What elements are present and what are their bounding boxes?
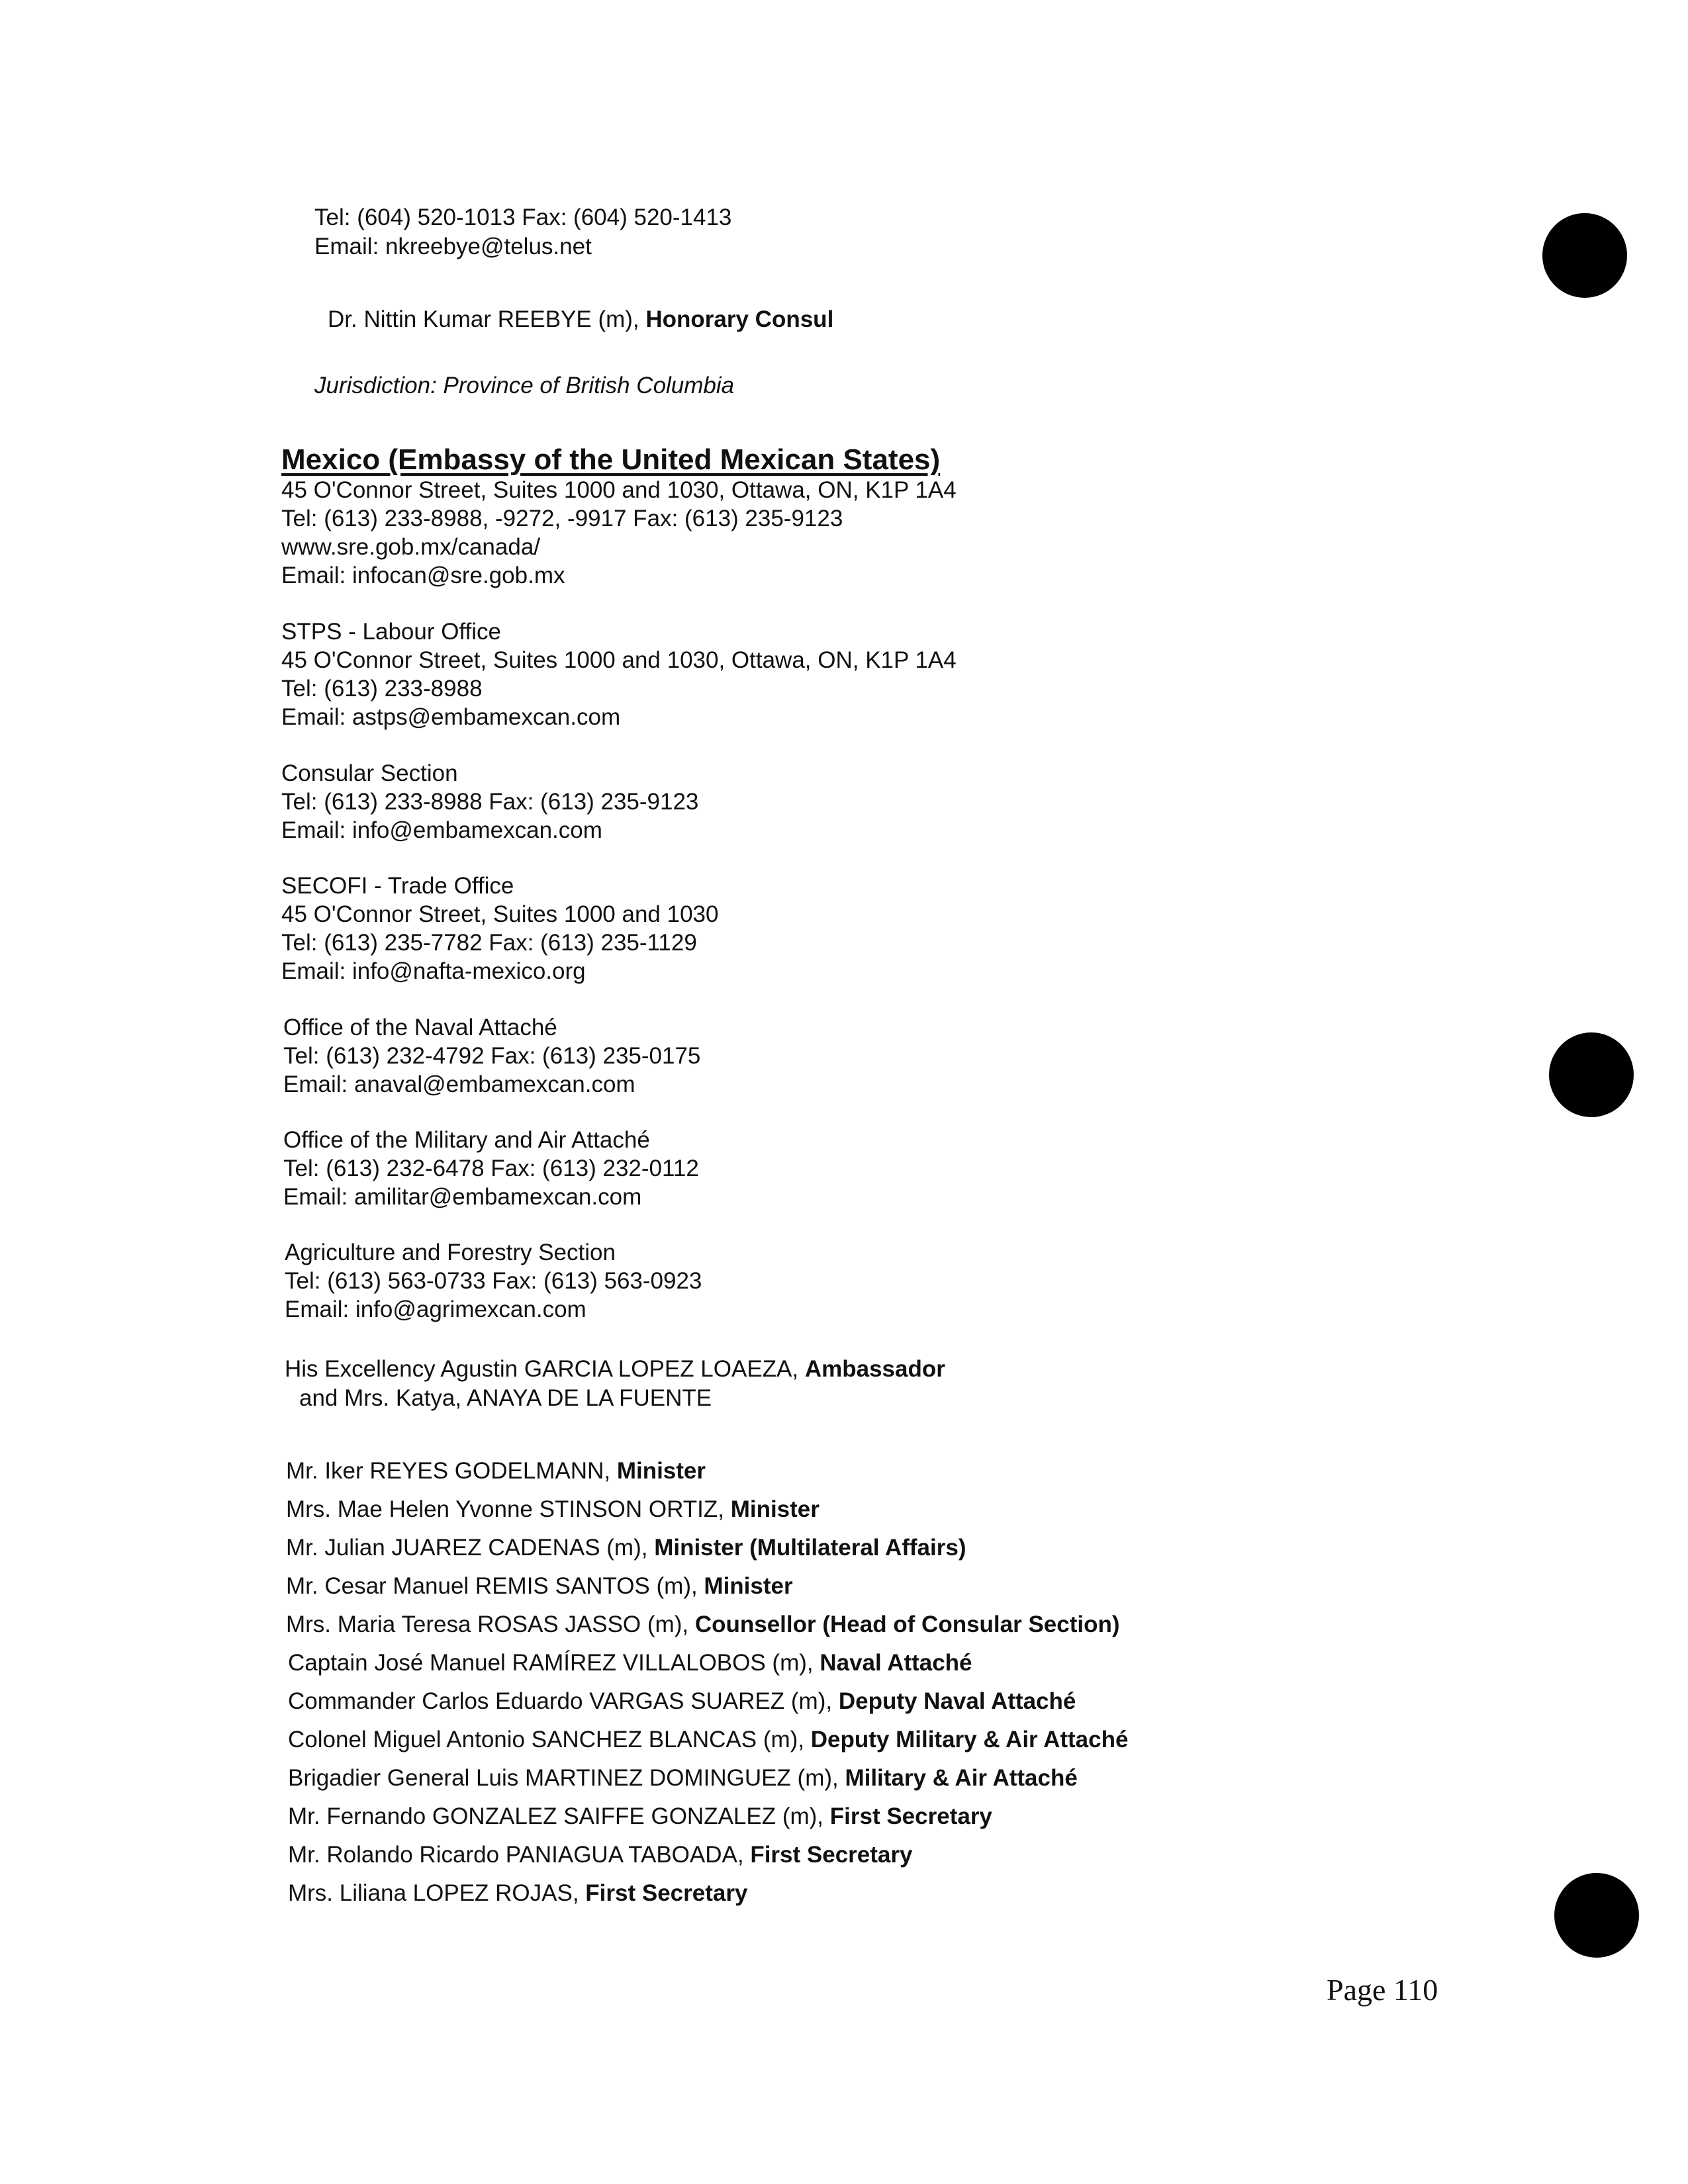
ambassador-spouse: and Mrs. Katya, ANAYA DE LA FUENTE xyxy=(299,1385,712,1411)
office-line: SECOFI - Trade Office xyxy=(281,873,514,899)
staff-row xyxy=(286,1611,1120,1639)
staff-title: First Secretary xyxy=(750,1842,913,1868)
staff-name: Mrs. Maria Teresa ROSAS JASSO (m), xyxy=(286,1612,695,1637)
staff-name: Mr. Fernando GONZALEZ SAIFFE GONZALEZ (m), xyxy=(288,1803,830,1829)
section-heading-mexico: Mexico (Embassy of the United Mexican States) xyxy=(281,443,941,476)
staff-row xyxy=(288,1726,1128,1754)
staff-row xyxy=(288,1688,1076,1715)
office-line: Email: anaval@embamexcan.com xyxy=(283,1071,635,1097)
consul-name: Dr. Nittin Kumar REEBYE (m), xyxy=(328,306,646,332)
staff-name: Captain José Manuel RAMÍREZ VILLALOBOS (m), xyxy=(288,1650,820,1676)
staff-row xyxy=(288,1841,912,1869)
staff-row xyxy=(288,1764,1078,1792)
staff-name: Mr. Rolando Ricardo PANIAGUA TABOADA, xyxy=(288,1842,751,1868)
staff-name: Mr. Iker REYES GODELMANN, xyxy=(286,1458,617,1484)
staff-title: Naval Attaché xyxy=(820,1650,972,1676)
office-line: Tel: (613) 233-8988 xyxy=(281,676,483,702)
punch-hole-bottom xyxy=(1554,1873,1639,1958)
staff-row xyxy=(288,1880,747,1907)
staff-row xyxy=(286,1534,966,1562)
embassy-website: www.sre.gob.mx/canada/ xyxy=(281,534,541,560)
office-line: Office of the Military and Air Attaché xyxy=(283,1127,650,1153)
staff-name: Colonel Miguel Antonio SANCHEZ BLANCAS (m), xyxy=(288,1727,811,1752)
staff-row xyxy=(286,1457,706,1485)
consulate-email: Email: nkreebye@telus.net xyxy=(314,234,592,259)
staff-row xyxy=(288,1803,992,1831)
staff-title: Minister xyxy=(704,1573,793,1599)
consulate-tel: Tel: (604) 520-1013 Fax: (604) 520-1413 xyxy=(314,205,732,230)
staff-name: Mr. Cesar Manuel REMIS SANTOS (m), xyxy=(286,1573,704,1599)
embassy-address: 45 O'Connor Street, Suites 1000 and 1030, Ottawa, ON, K1P 1A4 xyxy=(281,477,957,503)
page-number: Page 110 xyxy=(1327,1973,1438,2007)
punch-hole-middle xyxy=(1549,1032,1634,1117)
staff-title: Deputy Military & Air Attaché xyxy=(810,1727,1129,1752)
office-line: Email: info@embamexcan.com xyxy=(281,817,602,843)
punch-hole-top xyxy=(1542,213,1627,298)
office-line: Agriculture and Forestry Section xyxy=(285,1240,616,1265)
staff-row xyxy=(286,1496,820,1524)
office-line: Office of the Naval Attaché xyxy=(283,1015,557,1040)
office-line: Tel: (613) 232-6478 Fax: (613) 232-0112 xyxy=(283,1156,699,1181)
ambassador-name: His Excellency Agustin GARCIA LOPEZ LOAEZA, xyxy=(285,1356,805,1382)
staff-name: Mrs. Mae Helen Yvonne STINSON ORTIZ, xyxy=(286,1496,731,1522)
consul-title: Honorary Consul xyxy=(645,306,834,332)
office-line: Tel: (613) 233-8988 Fax: (613) 235-9123 xyxy=(281,789,699,815)
office-line: Email: amilitar@embamexcan.com xyxy=(283,1184,642,1210)
office-line: Tel: (613) 563-0733 Fax: (613) 563-0923 xyxy=(285,1268,702,1294)
office-line: Email: info@agrimexcan.com xyxy=(285,1297,586,1322)
honorary-consul xyxy=(328,306,833,334)
embassy-email: Email: infocan@sre.gob.mx xyxy=(281,563,565,588)
staff-title: Minister xyxy=(730,1496,820,1522)
office-line: Email: info@nafta-mexico.org xyxy=(281,958,586,984)
office-line: 45 O'Connor Street, Suites 1000 and 1030, Ottawa, ON, K1P 1A4 xyxy=(281,647,957,673)
staff-title: First Secretary xyxy=(829,1803,992,1829)
staff-name: Brigadier General Luis MARTINEZ DOMINGUEZ (m), xyxy=(288,1765,845,1791)
staff-title: Military & Air Attaché xyxy=(845,1765,1078,1791)
staff-row xyxy=(286,1572,793,1600)
staff-row xyxy=(288,1649,972,1677)
staff-name: Mr. Julian JUAREZ CADENAS (m), xyxy=(286,1535,655,1561)
staff-name: Mrs. Liliana LOPEZ ROJAS, xyxy=(288,1880,586,1906)
staff-name: Commander Carlos Eduardo VARGAS SUAREZ (m), xyxy=(288,1688,839,1714)
office-line: Tel: (613) 232-4792 Fax: (613) 235-0175 xyxy=(283,1043,701,1069)
office-line: Tel: (613) 235-7782 Fax: (613) 235-1129 xyxy=(281,930,697,956)
office-line: 45 O'Connor Street, Suites 1000 and 1030 xyxy=(281,901,719,927)
jurisdiction: Jurisdiction: Province of British Columbia xyxy=(314,373,735,398)
staff-title: Minister (Multilateral Affairs) xyxy=(654,1535,966,1561)
office-line: Consular Section xyxy=(281,760,458,786)
office-line: STPS - Labour Office xyxy=(281,619,502,645)
ambassador xyxy=(285,1355,945,1383)
staff-title: Deputy Naval Attaché xyxy=(838,1688,1076,1714)
office-line: Email: astps@embamexcan.com xyxy=(281,704,621,730)
staff-title: Counsellor (Head of Consular Section) xyxy=(694,1612,1120,1637)
embassy-tel: Tel: (613) 233-8988, -9272, -9917 Fax: (613) 235-9123 xyxy=(281,506,843,531)
staff-title: Minister xyxy=(616,1458,706,1484)
staff-title: First Secretary xyxy=(585,1880,748,1906)
ambassador-title: Ambassador xyxy=(804,1356,945,1382)
